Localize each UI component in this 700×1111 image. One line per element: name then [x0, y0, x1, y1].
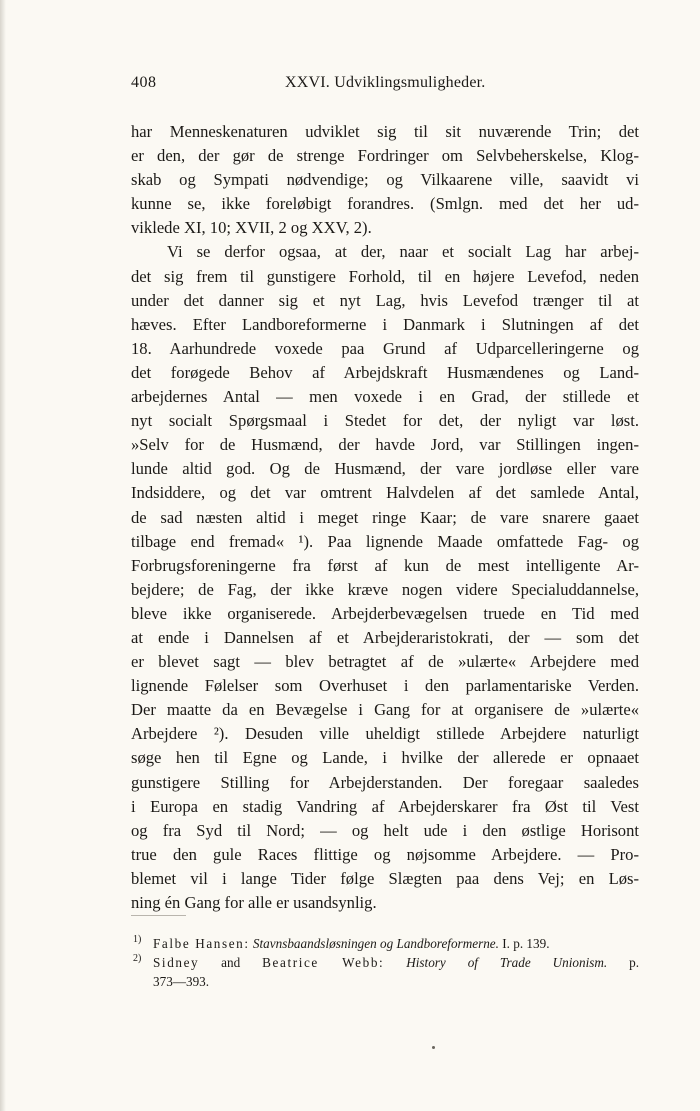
text-line: 18. Aarhundrede voxede paa Grund af Udparcelleringerne og [131, 338, 639, 358]
footnote-reference: p. [629, 955, 640, 970]
paper-speck [432, 1046, 435, 1049]
body-text [131, 120, 639, 915]
footnote-2 [131, 953, 639, 991]
footnote-rule [131, 915, 186, 916]
text-line: ning én Gang for alle er usandsynlig. [131, 893, 377, 912]
page-header [131, 74, 639, 96]
page-edge-shadow [0, 0, 6, 1111]
text-line: tilbage end fremad« ¹). Paa lignende Maade omfattede Fag- og [131, 531, 639, 551]
footnote-1 [131, 934, 639, 953]
text-line: under det danner sig et nyt Lag, hvis Levefod trænger til at [131, 290, 639, 310]
text-line: skab og Sympati nødvendige; og Vilkaarene ville, saavidt vi [131, 170, 639, 190]
text-line: søge hen til Egne og Lande, i hvilke der allerede er opnaaet [131, 748, 639, 768]
text-line: har Menneskenaturen udviklet sig til sit nuværende Trin; det [131, 122, 639, 141]
footnotes [131, 934, 639, 991]
text-line: bleve ikke organiserede. Arbejderbevægelsen truede en Tid med [131, 603, 639, 623]
footnote-line [153, 953, 639, 972]
footnote-title: History of Trade Unionism. [406, 955, 608, 970]
text-line: true den gule Races flittige og nøjsomme Arbejdere. — Pro- [131, 844, 639, 864]
text-line: nyt socialt Spørgsmaal i Stedet for det, der nyligt var løst. [131, 411, 639, 431]
footnote-line [153, 934, 639, 953]
text-line: at ende i Dannelsen af et Arbejderaristokrati, der — som det [131, 627, 639, 647]
text-line: er blevet sagt — blev betragtet af de »ulærte« Arbejdere med [131, 652, 639, 672]
text-line: gunstigere Stilling for Arbejderstanden. Der foregaar saaledes [131, 772, 639, 792]
text-line: det sig frem til gunstigere Forhold, til en højere Levefod, neden [131, 266, 639, 286]
text-line: bejdere; de Fag, der ikke kræve nogen videre Specialuddannelse, [131, 579, 639, 599]
text-line: Vi se derfor ogsaa, at der, naar et socialt Lag har arbej- [167, 242, 639, 262]
footnote-title: Stavnsbaandsløsningen og Landboreformerne. [252, 936, 499, 951]
footnote-author: Beatrice Webb: [262, 955, 385, 970]
text-line: lignende Følelser som Overhuset i den parlamentariske Verden. [131, 676, 639, 696]
text-line: det forøgede Behov af Arbejdskraft Husmændenes og Land- [131, 362, 639, 382]
footnote-reference: I. p. 139. [502, 936, 550, 951]
text-line: Forbrugsforeningerne fra først af kun de mest intelligente Ar- [131, 555, 639, 575]
text-line: hæves. Efter Landboreformerne i Danmark i Slutningen af det [131, 314, 639, 334]
text-line: i Europa en stadig Vandring af Arbejderskarer fra Øst til Vest [131, 796, 639, 816]
text-line: Arbejdere ²). Desuden ville uheldigt stillede Arbejdere naturligt [131, 724, 639, 744]
footnote-marker: 1) [133, 934, 142, 945]
running-head: XXVI. Udviklingsmuligheder. [285, 74, 486, 91]
footnote-author: Falbe Hansen: [153, 936, 250, 951]
text-line: arbejdernes Antal — men voxede i en Grad, der stillede et [131, 387, 639, 407]
text-line: lunde altid god. Og de Husmænd, der vare jordløse eller vare [131, 459, 639, 479]
page-number: 408 [131, 74, 157, 91]
footnote-line: 373—393. [153, 974, 210, 989]
footnote-author: Sidney [153, 955, 200, 970]
text-line: og fra Syd til Nord; — og helt ude i den østlige Horisont [131, 820, 639, 840]
footnote-marker: 2) [133, 953, 142, 964]
text-line: »Selv for de Husmænd, der havde Jord, var Stillingen ingen- [131, 435, 639, 455]
text-line: er den, der gør de strenge Fordringer om Selvbeherskelse, Klog- [131, 146, 639, 166]
footnote-conjunction: and [221, 955, 241, 970]
text-line: kunne se, ikke foreløbigt forandres. (Smlgn. med det her ud- [131, 194, 639, 214]
text-line: Der maatte da en Bevægelse i Gang for at organisere de »ulærte« [131, 700, 639, 720]
text-line: blemet vil i lange Tider følge Slægten paa dens Vej; en Løs- [131, 868, 639, 888]
text-line: Indsiddere, og det var omtrent Halvdelen af det samlede Antal, [131, 483, 639, 503]
text-line: de sad næsten altid i meget ringe Kaar; de vare snarere gaaet [131, 507, 639, 527]
text-line: viklede XI, 10; XVII, 2 og XXV, 2). [131, 218, 372, 238]
